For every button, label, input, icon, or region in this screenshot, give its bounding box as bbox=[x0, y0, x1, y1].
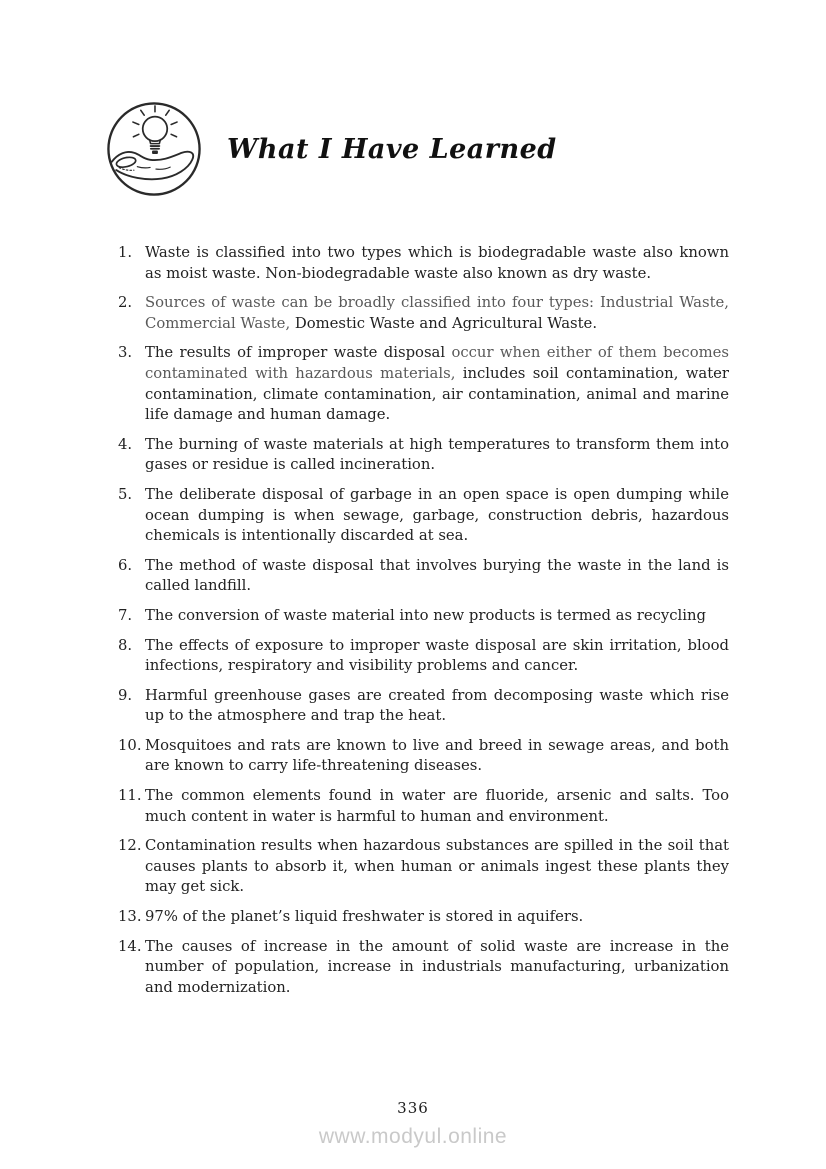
page-number: 336 bbox=[397, 1099, 429, 1117]
list-item-number: 13. bbox=[118, 908, 142, 926]
text-segment: The method of waste disposal that involves burying the waste in the land is called landfill. bbox=[145, 556, 729, 595]
text-segment: Harmful greenhouse gases are created from decomposing waste which rise up to the atmosphere and trap the heat. bbox=[145, 686, 729, 725]
list-item-number: 11. bbox=[118, 787, 142, 805]
list-item bbox=[118, 937, 729, 999]
text-segment: 97% of the planet’s liquid freshwater is stored in aquifers. bbox=[145, 908, 584, 926]
list-item bbox=[118, 435, 729, 476]
list-item-text bbox=[145, 786, 729, 827]
section-title: What I Have Learned bbox=[227, 133, 557, 165]
list-item bbox=[118, 243, 729, 284]
text-segment: The burning of waste materials at high temperatures to transform them into gases or residue is called incineration. bbox=[145, 435, 729, 474]
list-item bbox=[118, 636, 729, 677]
learned-list bbox=[118, 243, 729, 1007]
list-item bbox=[118, 907, 729, 928]
list-item-text bbox=[145, 293, 729, 334]
watermark: www.modyul.online bbox=[318, 1125, 508, 1148]
list-item bbox=[118, 786, 729, 827]
list-item-number: 3. bbox=[118, 344, 133, 362]
list-item-text bbox=[145, 686, 729, 727]
list-item-text bbox=[145, 736, 729, 777]
list-item-number: 10. bbox=[118, 736, 142, 754]
list-item-text bbox=[145, 343, 729, 425]
text-segment: The deliberate disposal of garbage in an open space is open dumping while ocean dumping is when sewage, garbage, construction debris, hazardous chemicals is intentionally discarded at sea. bbox=[145, 485, 729, 545]
list-item-number: 12. bbox=[118, 837, 142, 855]
text-segment: Contamination results when hazardous substances are spilled in the soil that causes plants to absorb it, when human or animals ingest these plants they may get sick. bbox=[145, 837, 729, 896]
list-item-number: 1. bbox=[118, 244, 133, 261]
list-item-text bbox=[145, 836, 729, 898]
lightbulb-in-hand-icon bbox=[105, 100, 203, 198]
list-item-number: 4. bbox=[118, 435, 133, 453]
list-item-text bbox=[145, 556, 729, 597]
list-item-text bbox=[145, 243, 729, 284]
list-item bbox=[118, 606, 729, 627]
list-item-text bbox=[145, 636, 729, 677]
text-segment: includes soil contamination, water contamination, climate contamination, air contamination, animal and marine life damage and human damage. bbox=[145, 364, 730, 424]
section-header bbox=[105, 100, 557, 198]
list-item-number: 9. bbox=[118, 686, 133, 704]
list-item bbox=[118, 556, 729, 597]
text-segment: The effects of exposure to improper waste disposal are skin irritation, blood infections, respiratory and visibility problems and cancer. bbox=[145, 636, 729, 675]
list-item-number: 8. bbox=[118, 636, 133, 654]
list-item-number: 7. bbox=[118, 606, 133, 624]
text-segment: Mosquitoes and rats are known to live and breed in sewage areas, and both are known to carry life-threatening diseases. bbox=[145, 736, 729, 775]
muted-text-segment: Sources of waste can be broadly classified into four types: Industrial Waste, Commercial Waste, bbox=[145, 294, 729, 332]
text-segment: The causes of increase in the amount of solid waste are increase in the number of population, increase in industrials manufacturing, urbanization and modernization. bbox=[145, 937, 729, 996]
list-item-text bbox=[145, 606, 729, 627]
muted-text-segment: occur when either of them becomes contaminated with hazardous materials, bbox=[145, 344, 729, 382]
list-item-text bbox=[145, 485, 729, 547]
text-segment: Domestic Waste and Agricultural Waste. bbox=[294, 314, 598, 332]
list-item bbox=[118, 836, 729, 898]
list-item-number: 5. bbox=[118, 485, 133, 503]
text-segment: The results of improper waste disposal bbox=[145, 344, 452, 362]
list-item-number: 6. bbox=[118, 556, 133, 574]
list-item bbox=[118, 485, 729, 547]
text-segment: The common elements found in water are fluoride, arsenic and salts. Too much content in water is harmful to human and environment. bbox=[145, 787, 729, 825]
list-item-text bbox=[145, 937, 729, 999]
list-item-text bbox=[145, 435, 729, 476]
list-item bbox=[118, 736, 729, 777]
list-item bbox=[118, 343, 729, 425]
list-item-text bbox=[145, 907, 729, 928]
list-item-number: 14. bbox=[118, 937, 142, 955]
list-item bbox=[118, 686, 729, 727]
list-item bbox=[118, 293, 729, 334]
text-segment: The conversion of waste material into new products is termed as recycling bbox=[145, 606, 707, 624]
text-segment: Waste is classified into two types which is biodegradable waste also known as moist waste. Non-biodegradable waste also known as dry waste. bbox=[145, 244, 729, 282]
list-item-number: 2. bbox=[118, 294, 133, 312]
